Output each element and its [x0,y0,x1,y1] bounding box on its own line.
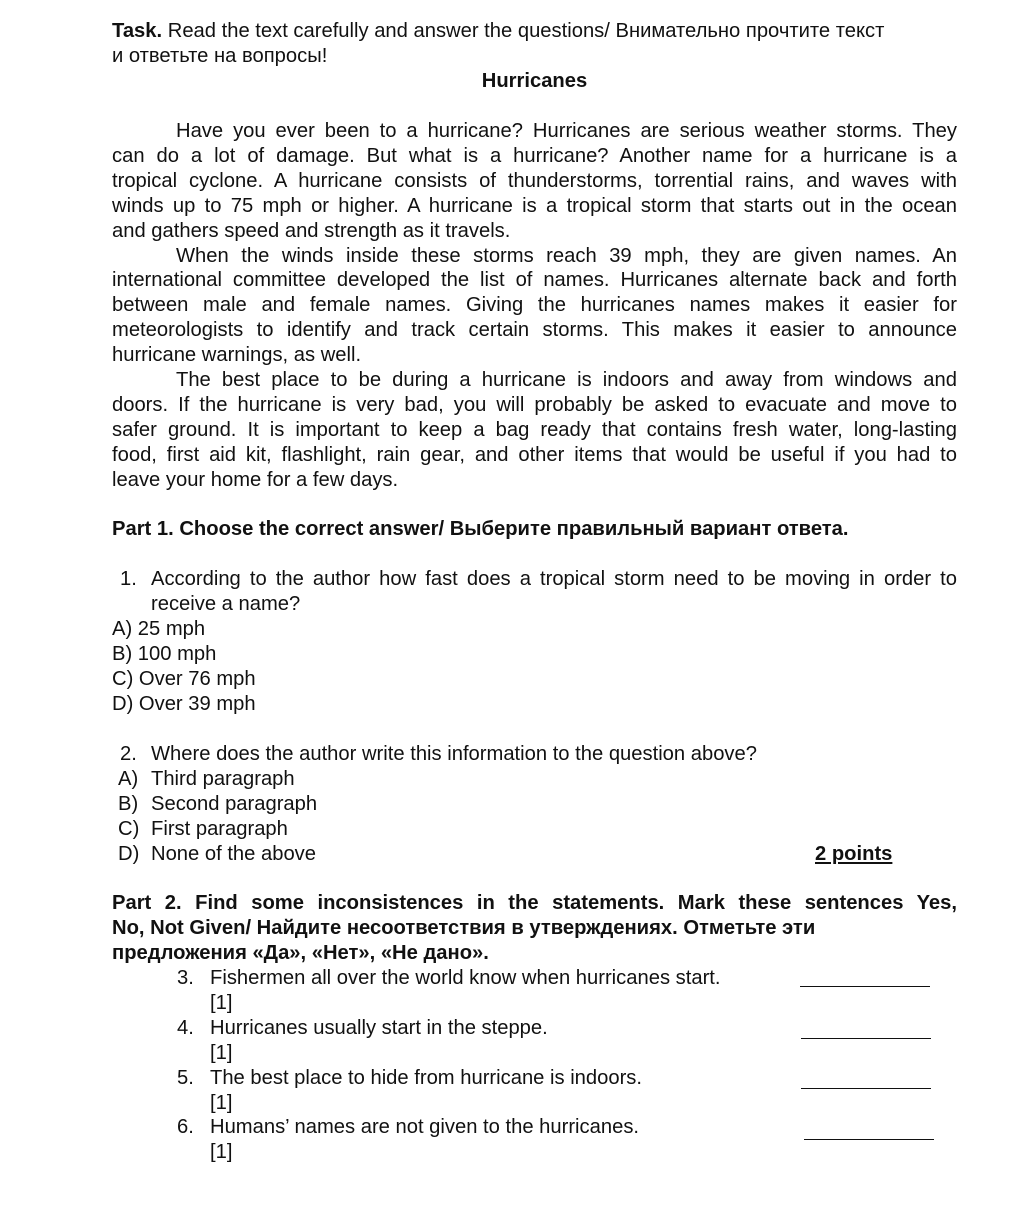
answer-option[interactable]: D) None of the above [118,842,316,865]
part2-heading [112,891,957,966]
statement-number: 5. [177,1066,194,1089]
statement-mark: [1] [210,1091,233,1114]
statement-mark: [1] [210,1041,233,1064]
answer-option[interactable]: B) Second paragraph [118,792,318,815]
part1-heading: Part 1. Choose the correct answer/ Выберите правильный вариант ответа. [112,518,849,540]
paragraph-line: leave your home for a few days. [112,468,399,491]
question-text: According to the author how fast does a tropical storm need to be moving in order to [151,568,957,590]
statements-list [177,966,957,1165]
paragraph-line: hurricane warnings, as well. [112,344,362,367]
paragraph-line: meteorologists to identify and track certain storms. This makes it easier to announce [112,319,957,342]
statement-item [177,1016,957,1066]
answer-option[interactable]: C) Over 76 mph [112,667,256,690]
statement-text: The best place to hide from hurricane is indoors. [210,1066,643,1089]
question-number: 1. [120,568,137,590]
paragraph-line: When the winds inside these storms reach 39 mph, they are given names. An [176,244,957,267]
answer-blank[interactable] [801,1024,931,1039]
paragraph-line: and gathers speed and strength as it travels. [112,219,511,242]
statement-item [177,1066,957,1116]
task-label: Task. [112,20,163,42]
task-instruction [112,19,957,69]
answer-option[interactable]: D) Over 39 mph [112,692,256,715]
paragraph-line: doors. If the hurricane is very bad, you will probably be asked to evacuate and move to [112,393,957,416]
paragraph-1 [112,119,957,244]
reading-passage [112,119,957,493]
statement-text: Fishermen all over the world know when hurricanes start. [210,967,721,989]
paragraph-line: food, first aid kit, flashlight, rain gear, and other items that would be useful if you had to [112,443,957,466]
question-text: receive a name? [151,592,301,615]
statement-text: Humans’ names are not given to the hurricanes. [210,1116,640,1139]
statement-text: Hurricanes usually start in the steppe. [210,1016,548,1039]
task-text-line2: и ответьте на вопросы! [112,44,328,67]
paragraph-line: between male and female names. Giving the hurricanes names makes it easier for [112,294,957,317]
answer-blank[interactable] [801,1074,931,1089]
paragraph-line: Have you ever been to a hurricane? Hurricanes are serious weather storms. They [176,120,957,142]
question-number: 2. [120,743,137,765]
answer-option[interactable]: A) 25 mph [112,617,206,640]
paragraph-line: can do a lot of damage. But what is a hurricane? Another name for a hurricane is a [112,144,957,167]
statement-number: 4. [177,1016,194,1039]
statement-mark: [1] [210,1141,233,1164]
answer-blank[interactable] [800,972,930,987]
part2-heading-line: предложения «Да», «Нет», «Не дано». [112,941,489,964]
part2-heading-line: No, Not Given/ Найдите несоответствия в утверждениях. Отметьте эти [112,916,816,939]
paragraph-3 [112,368,957,493]
paragraph-line: tropical cyclone. A hurricane consists of thunderstorms, torrential rains, and waves with [112,169,957,192]
question-text: Where does the author write this information to the question above? [151,743,757,765]
answer-option[interactable]: C) First paragraph [118,817,288,840]
points-label: 2 points [815,843,893,865]
statement-item [177,1115,957,1165]
paragraph-line: winds up to 75 mph or higher. A hurricane is a tropical storm that starts out in the ocean [112,194,957,217]
statement-mark: [1] [210,991,233,1014]
paragraph-line: safer ground. It is important to keep a bag ready that contains fresh water, long-lasting [112,418,957,441]
text-title: Hurricanes [481,70,588,92]
paragraph-line: international committee developed the list of names. Hurricanes alternate back and forth [112,269,957,292]
answer-blank[interactable] [804,1125,934,1140]
answer-option[interactable]: B) 100 mph [112,642,217,665]
answer-option[interactable]: A) Third paragraph [118,767,295,790]
paragraph-2 [112,244,957,369]
statement-number: 6. [177,1116,194,1139]
question-1 [112,567,957,716]
statement-item [177,966,957,1016]
statement-number: 3. [177,967,194,989]
paragraph-line: The best place to be during a hurricane is indoors and away from windows and [176,369,957,392]
part2-heading-line: Part 2. Find some inconsistences in the statements. Mark these sentences Yes, [112,892,957,914]
task-text-line1: Read the text carefully and answer the questions/ Внимательно прочтите текст [162,20,885,42]
